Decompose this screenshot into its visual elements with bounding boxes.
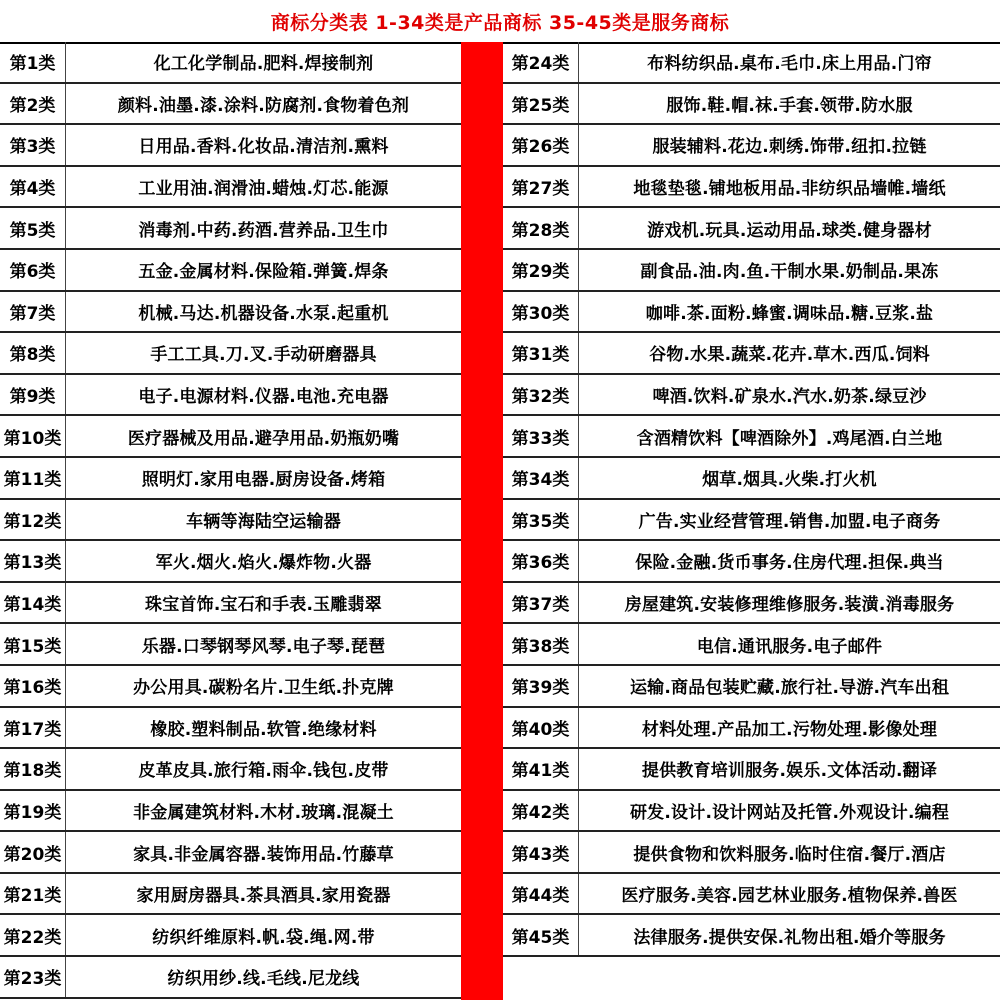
class-description: 消毒剂.中药.药酒.营养品.卫生巾 [138,220,389,241]
table-row [0,208,461,250]
class-description: 橡胶.塑料制品.软管.绝缘材料 [150,719,377,740]
class-number: 第24类 [503,42,579,82]
page-title: 商标分类表 1-34类是产品商标 35-45类是服务商标 [270,11,730,34]
class-description: 医疗器械及用品.避孕用品.奶瓶奶嘴 [127,428,400,449]
class-number: 第34类 [503,458,579,498]
class-number: 第43类 [503,832,579,872]
class-description: 办公用具.碳粉名片.卫生纸.扑克牌 [133,678,394,699]
class-number: 第20类 [0,832,66,872]
class-number: 第5类 [0,208,66,248]
table-row [0,583,461,625]
class-description: 提供食物和饮料服务.临时住宿.餐厅.酒店 [633,844,946,865]
table-row [0,42,461,84]
class-number: 第35类 [503,500,579,540]
class-number: 第3类 [0,125,66,165]
class-number: 第31类 [503,333,579,373]
class-description: 副食品.油.肉.鱼.干制水果.奶制品.果冻 [640,262,939,283]
class-number: 第17类 [0,708,66,748]
class-number: 第26类 [503,125,579,165]
class-description: 啤酒.饮料.矿泉水.汽水.奶茶.绿豆沙 [652,387,927,408]
table-row [503,915,1000,957]
class-number: 第19类 [0,791,66,831]
table-row [503,624,1000,666]
class-number: 第18类 [0,749,66,789]
class-description: 游戏机.玩具.运动用品.球类.健身器材 [647,220,932,241]
class-number: 第39类 [503,666,579,706]
class-description: 烟草.烟具.火柴.打火机 [702,470,877,491]
class-description: 皮革皮具.旅行箱.雨伞.钱包.皮带 [138,761,389,782]
class-description: 研发.设计.设计网站及托管.外观设计.编程 [629,802,950,823]
class-description: 化工化学制品.肥料.焊接制剂 [153,54,374,75]
class-number: 第30类 [503,292,579,332]
table-row [0,874,461,916]
class-number: 第41类 [503,749,579,789]
class-number: 第36类 [503,541,579,581]
class-number: 第38类 [503,624,579,664]
class-number: 第12类 [0,500,66,540]
class-description: 机械.马达.机器设备.水泵.起重机 [138,303,389,324]
class-description: 非金属建筑材料.木材.玻璃.混凝土 [133,802,394,823]
left-column [0,42,461,999]
class-number: 第14类 [0,583,66,623]
table-row [0,416,461,458]
class-description: 乐器.口琴钢琴风琴.电子琴.琵琶 [141,636,386,657]
class-description: 含酒精饮料【啤酒除外】.鸡尾酒.白兰地 [636,428,943,449]
class-description: 五金.金属材料.保险箱.弹簧.焊条 [138,262,389,283]
table-row [503,250,1000,292]
class-number: 第23类 [0,957,66,997]
table-row [0,167,461,209]
table-row [503,125,1000,167]
class-number: 第37类 [503,583,579,623]
table-row [0,666,461,708]
class-description: 法律服务.提供安保.礼物出租.婚介等服务 [633,927,946,948]
class-number: 第42类 [503,791,579,831]
class-description: 咖啡.茶.面粉.蜂蜜.调味品.糖.豆浆.盐 [645,303,934,324]
table-row [0,624,461,666]
table-row [503,333,1000,375]
table-row [0,250,461,292]
class-number: 第6类 [0,250,66,290]
table-row [503,708,1000,750]
class-number: 第28类 [503,208,579,248]
class-number: 第44类 [503,874,579,914]
table-row [503,84,1000,126]
table-row [503,208,1000,250]
table-row [0,84,461,126]
class-number: 第32类 [503,375,579,415]
table-row [503,666,1000,708]
class-description: 运输.商品包装贮藏.旅行社.导游.汽车出租 [629,678,950,699]
class-number: 第21类 [0,874,66,914]
table-row [0,957,461,999]
table-row [503,42,1000,84]
class-description: 服饰.鞋.帽.袜.手套.领带.防水服 [666,95,913,116]
right-column [503,42,1000,957]
table-row [0,832,461,874]
table-row [503,500,1000,542]
table-title-bar [0,0,1000,44]
class-number: 第11类 [0,458,66,498]
table-row [503,541,1000,583]
class-number: 第16类 [0,666,66,706]
table-row [0,708,461,750]
class-description: 家具.非金属容器.装饰用品.竹藤草 [133,844,394,865]
class-number: 第27类 [503,167,579,207]
class-number: 第22类 [0,915,66,955]
table-row [503,458,1000,500]
table-row [0,791,461,833]
class-description: 布料纺织品.桌布.毛巾.床上用品.门帘 [647,54,932,75]
table-row [503,583,1000,625]
table-row [0,749,461,791]
table-row [503,375,1000,417]
class-description: 服装辅料.花边.刺绣.饰带.纽扣.拉链 [652,137,927,158]
class-description: 手工工具.刀.叉.手动研磨器具 [150,345,377,366]
class-number: 第10类 [0,416,66,456]
class-description: 谷物.水果.蔬菜.花卉.草木.西瓜.饲料 [649,345,930,366]
table-row [0,541,461,583]
class-number: 第7类 [0,292,66,332]
table-row [503,832,1000,874]
class-number: 第1类 [0,42,66,82]
class-description: 地毯垫毯.铺地板用品.非纺织品墙帷.墙纸 [633,179,946,200]
table-row [0,292,461,334]
table-row [503,416,1000,458]
trademark-class-table [0,42,1000,1000]
class-description: 军火.烟火.焰火.爆炸物.火器 [155,553,372,574]
class-description: 房屋建筑.安装修理维修服务.装潢.消毒服务 [624,595,955,616]
class-number: 第4类 [0,167,66,207]
table-row [0,500,461,542]
class-description: 纺织纤维原料.帆.袋.绳.网.带 [152,927,375,948]
table-row [0,375,461,417]
class-description: 颜料.油墨.漆.涂料.防腐剂.食物着色剂 [117,95,410,116]
table-row [503,167,1000,209]
class-description: 材料处理.产品加工.污物处理.影像处理 [641,719,938,740]
class-description: 电子.电源材料.仪器.电池.充电器 [138,387,389,408]
class-description: 纺织用纱.线.毛线.尼龙线 [167,969,360,990]
table-row [0,915,461,957]
table-row [503,874,1000,916]
class-description: 广告.实业经营管理.销售.加盟.电子商务 [638,511,941,532]
class-description: 工业用油.润滑油.蜡烛.灯芯.能源 [138,179,389,200]
class-number: 第15类 [0,624,66,664]
table-row [0,125,461,167]
class-number: 第2类 [0,84,66,124]
class-description: 提供教育培训服务.娱乐.文体活动.翻译 [641,761,938,782]
class-description: 日用品.香料.化妆品.清洁剂.熏料 [138,137,389,158]
class-number: 第8类 [0,333,66,373]
class-number: 第45类 [503,915,579,955]
table-row [503,791,1000,833]
class-number: 第25类 [503,84,579,124]
class-description: 保险.金融.货币事务.住房代理.担保.典当 [635,553,944,574]
class-description: 家用厨房器具.茶具酒具.家用瓷器 [136,886,391,907]
class-description: 医疗服务.美容.园艺林业服务.植物保养.兽医 [621,886,958,907]
class-description: 照明灯.家用电器.厨房设备.烤箱 [141,470,386,491]
class-description: 珠宝首饰.宝石和手表.玉雕翡翠 [145,595,382,616]
table-row [0,333,461,375]
class-number: 第13类 [0,541,66,581]
class-description: 车辆等海陆空运输器 [186,511,341,532]
table-row [503,749,1000,791]
class-number: 第40类 [503,708,579,748]
table-row [0,458,461,500]
class-description: 电信.通讯服务.电子邮件 [696,636,883,657]
table-row [503,292,1000,334]
class-number: 第33类 [503,416,579,456]
class-number: 第9类 [0,375,66,415]
class-number: 第29类 [503,250,579,290]
red-divider [461,42,503,1000]
